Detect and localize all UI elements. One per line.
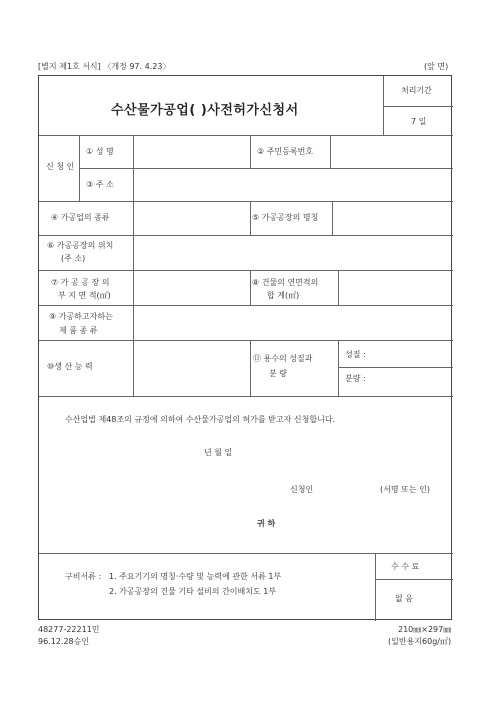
factory-name-field[interactable] xyxy=(333,202,452,234)
form-number: [별지 제1호 서식] 〈개정 97. 4.23〉 xyxy=(38,62,171,71)
application-form xyxy=(38,75,452,620)
water-sublabel: 분 량 xyxy=(269,369,287,378)
signature-hint: (서명 또는 인) xyxy=(380,485,430,494)
floor-area-field[interactable] xyxy=(339,271,452,304)
water-quantity-label: 분량 : xyxy=(345,374,366,383)
water-quantity-field[interactable] xyxy=(373,368,452,395)
page-side: (앞 면) xyxy=(424,62,449,71)
capacity-label: ⑩생 산 능 력 xyxy=(47,362,93,371)
products-sublabel: 제 품 종 류 xyxy=(59,326,98,335)
products-label: ⑨ 가공하고자하는 xyxy=(49,312,113,321)
documents-label: 구비서류 : xyxy=(65,572,102,581)
business-type-label: ④ 가공업의 종류 xyxy=(51,213,110,222)
addressee: 귀 하 xyxy=(257,519,276,528)
products-field[interactable] xyxy=(134,306,452,339)
site-area-sublabel: 부 지 면 적(㎡) xyxy=(58,291,111,300)
application-statement: 수산업법 제48조의 규정에 의하여 수산물가공업의 허가를 받고자 신청합니다. xyxy=(65,415,336,424)
form-title: 수산물가공업( )사전허가신청서 xyxy=(111,103,299,118)
divider xyxy=(338,340,339,396)
capacity-field[interactable] xyxy=(134,341,250,395)
address-field[interactable] xyxy=(134,169,452,200)
fee-label: 수 수 료 xyxy=(391,562,420,571)
divider xyxy=(39,553,453,554)
name-label: ① 성 명 xyxy=(86,147,114,156)
business-type-field[interactable] xyxy=(134,202,250,234)
water-label: ⑪ 용수의 성질과 xyxy=(253,354,313,363)
divider xyxy=(250,201,251,235)
applicant-label: 신 청 인 xyxy=(46,162,75,171)
water-quality-label: 성질 : xyxy=(345,350,366,359)
date-line: 년 월 일 xyxy=(204,448,233,457)
document-item-1: 1. 주요기기의 명칭·수량 및 능력에 관한 서류 1부 xyxy=(109,572,282,581)
resident-number-field[interactable] xyxy=(331,136,452,167)
resident-number-label: ② 주민등록번호 xyxy=(257,147,314,156)
approval-date: 96.12.28승인 xyxy=(38,637,90,646)
name-field[interactable] xyxy=(134,136,250,167)
site-area-field[interactable] xyxy=(134,271,250,304)
paper-type: (일반용지60g/㎡) xyxy=(388,637,452,646)
factory-name-label: ⑤ 가공공장의 명칭 xyxy=(252,213,319,222)
factory-location-field[interactable] xyxy=(134,236,452,269)
processing-period-label: 처리기간 xyxy=(401,86,432,95)
divider xyxy=(250,340,251,396)
divider xyxy=(39,396,453,397)
processing-period-value: 7 일 xyxy=(411,117,427,126)
divider xyxy=(383,106,453,107)
fee-value: 없 음 xyxy=(395,594,413,603)
form-code: 48277-22211민 xyxy=(38,625,100,634)
address-label: ③ 주 소 xyxy=(86,180,114,189)
divider xyxy=(250,270,251,305)
applicant-sign-field[interactable] xyxy=(319,480,377,498)
factory-location-sublabel: (주 소) xyxy=(61,254,86,263)
factory-location-label: ⑥ 가공공장의 위치 xyxy=(47,241,114,250)
paper-size: 210㎜×297㎜ xyxy=(398,625,452,634)
divider xyxy=(250,135,251,168)
site-area-label: ⑦ 가 공 공 장 의 xyxy=(51,278,110,287)
document-item-2: 2. 가공공장의 건물 기타 설비의 간이배치도 1부 xyxy=(109,587,277,596)
floor-area-sublabel: 합 계(㎡) xyxy=(267,291,300,300)
applicant-sign-label: 신청인 xyxy=(290,485,314,494)
divider xyxy=(375,553,376,621)
divider xyxy=(375,579,453,580)
water-quality-field[interactable] xyxy=(373,341,452,366)
floor-area-label: ⑧ 건물의 연면적의 xyxy=(252,278,319,287)
